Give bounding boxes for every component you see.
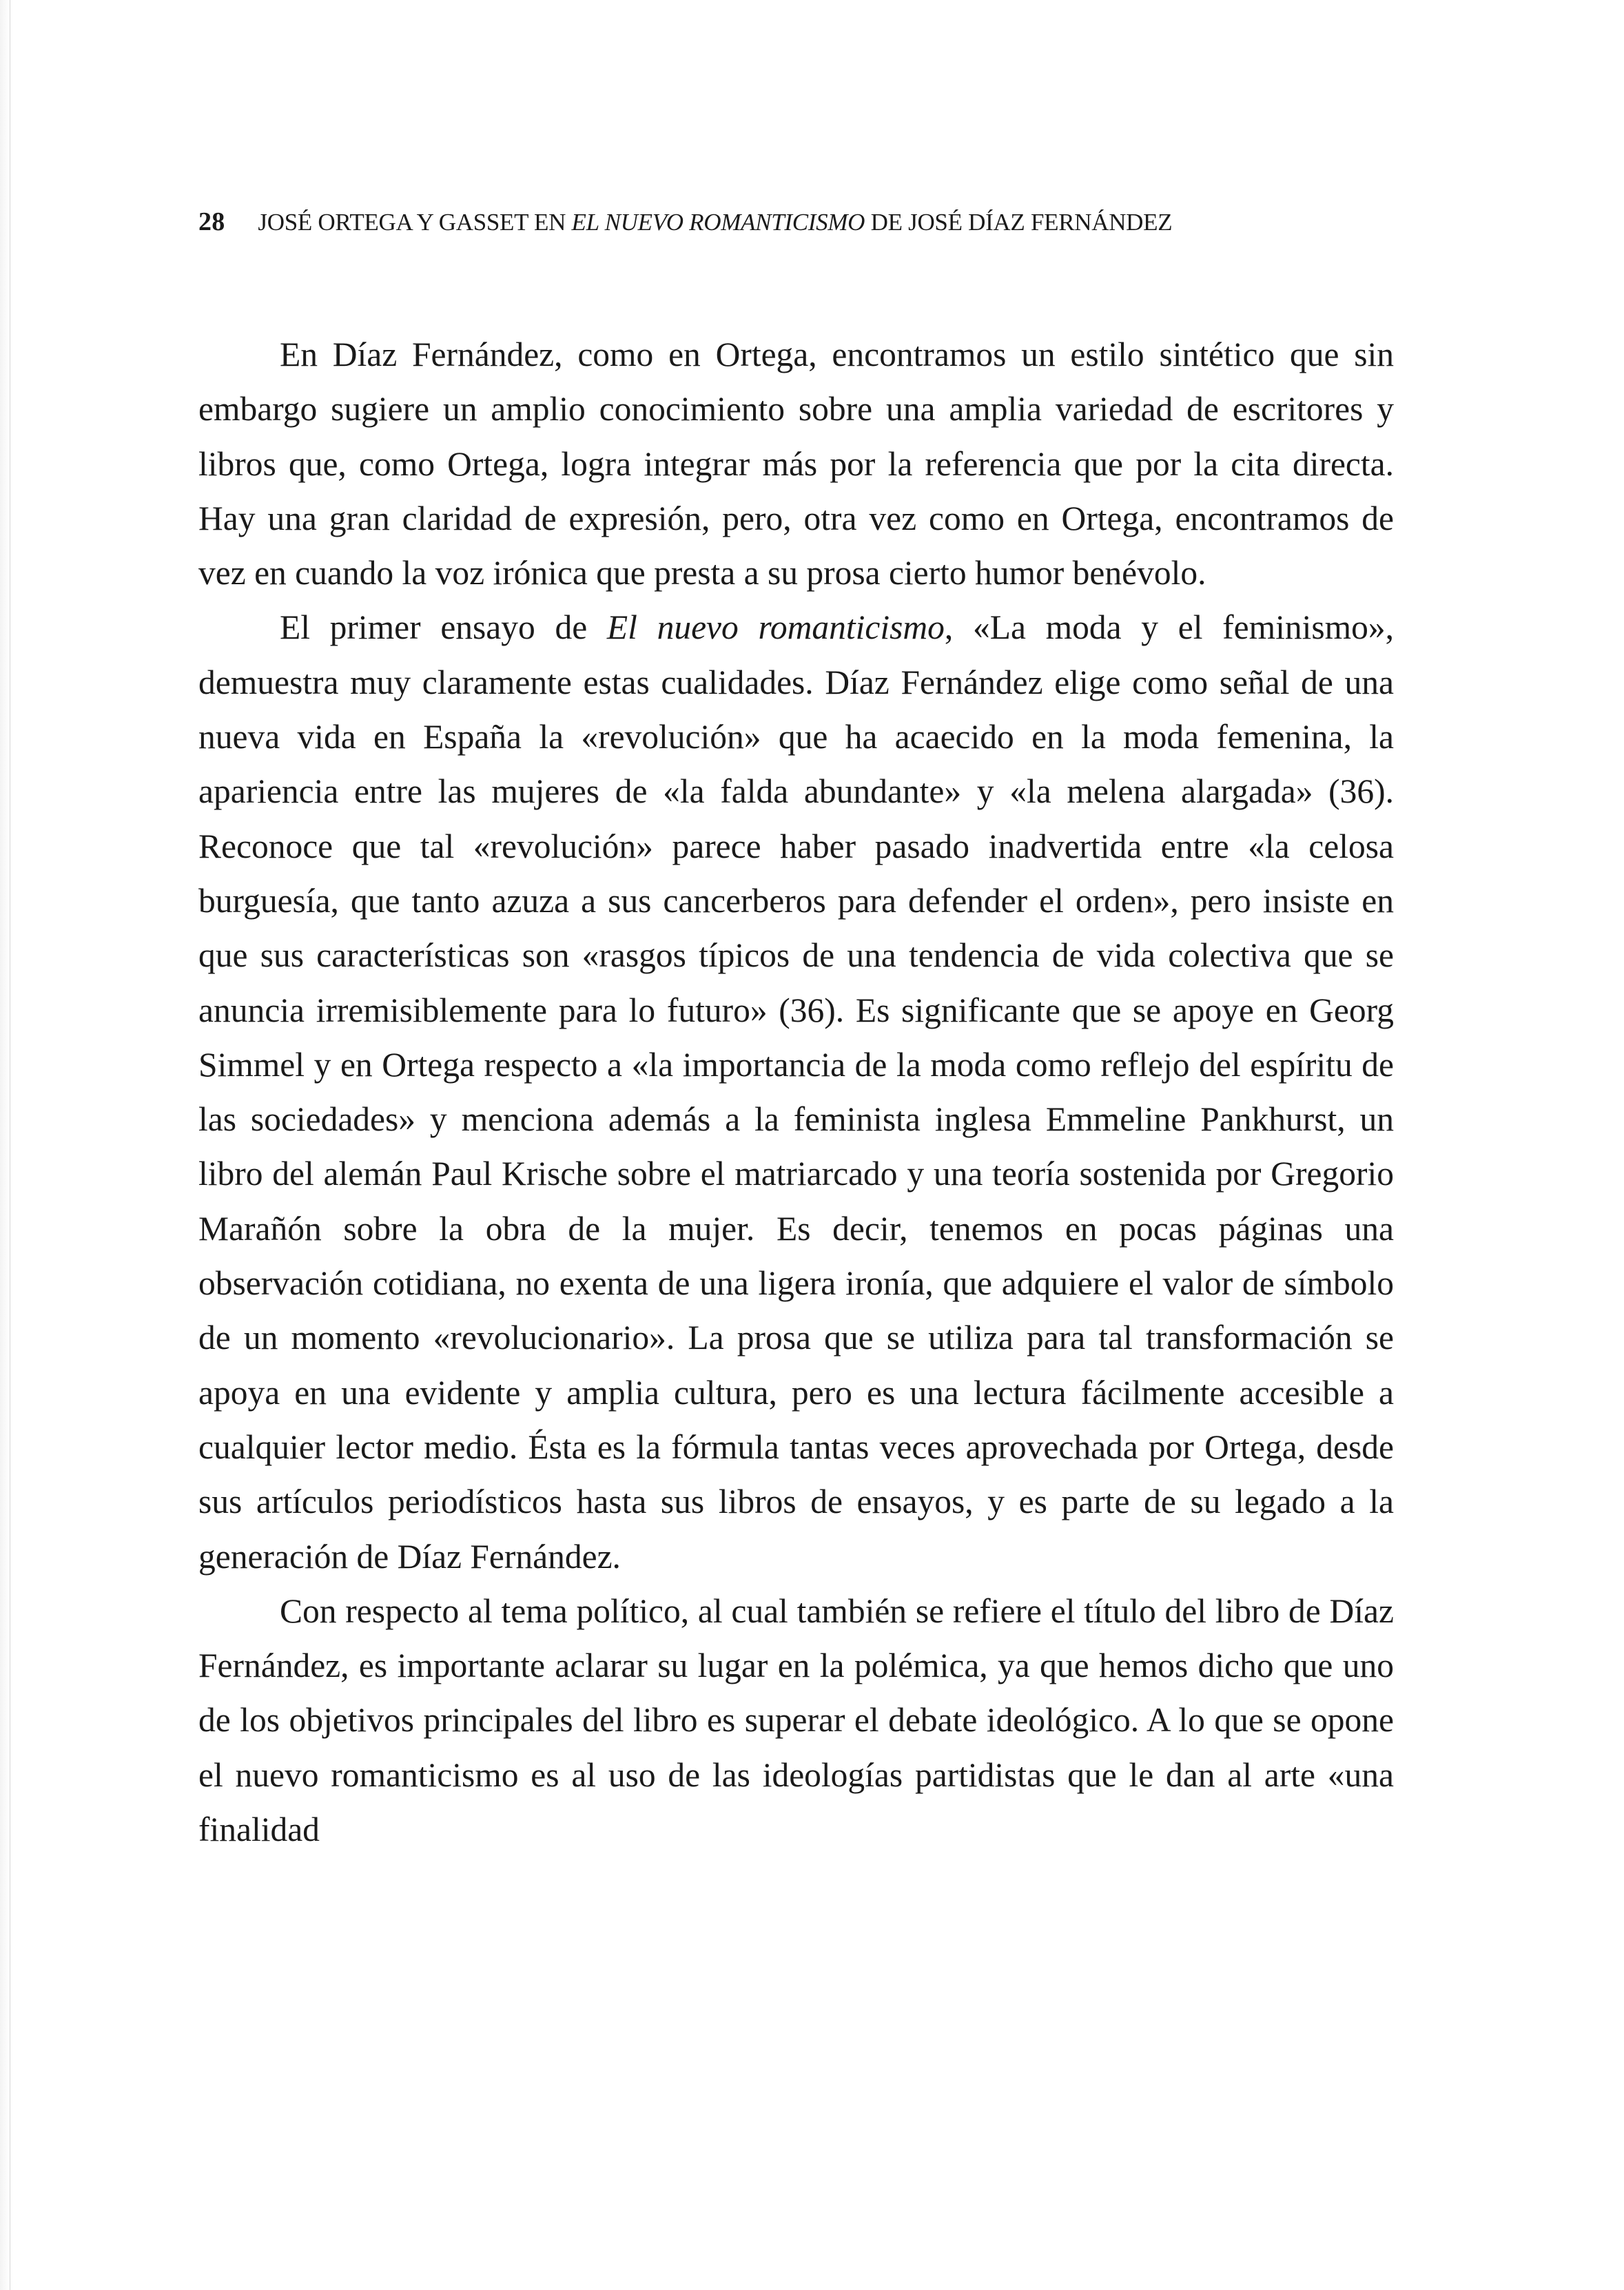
- paragraph-2: [198, 600, 1394, 1583]
- paragraph-3: Con respecto al tema político, al cual también se refiere el título del libro de Díaz Fernández, es importante aclarar su lugar en la polémica, ya que hemos dicho que uno de los objetivos principales del libro es superar el debate ideológico. A lo que se opone el nuevo romanticismo es al uso de las ideologías partidistas que le dan al arte «una finalidad: [198, 1591, 1394, 1849]
- running-head-book-title: EL NUEVO ROMANTICISMO: [571, 209, 865, 236]
- running-head-title: [258, 209, 1172, 236]
- paragraph-2-part-2: , «La moda y el feminismo», demuestra muy claramente estas cualidades. Díaz Fernández elige como señal de una nueva vida en España la «revolución» que ha acaecido en la moda femenina, la apariencia entre las mujeres de «la falda abundante» y «la melena alargada» (36). Reconoce que tal «revolución» parece haber pasado inadvertida entre «la celosa burguesía, que tanto azuza a sus cancerberos para defender el orden», pero insiste en que sus características son «rasgos típicos de una tendencia de vida colectiva que se anuncia irremisiblemente para lo futuro» (36). Es significante que se apoye en Georg Simmel y en Ortega respecto a «la importancia de la moda como reflejo del espíritu de las sociedades» y menciona además a la feminista inglesa Emmeline Pankhurst, un libro del alemán Paul Krische sobre el matriarcado y una teoría sostenida por Gregorio Marañón sobre la obra de la mujer. Es decir, tenemos en pocas páginas una observación cotidiana, no exenta de una ligera ironía, que adquiere el valor de símbolo de un momento «revolucionario». La prosa que se utiliza para tal transformación se apoya en una evidente y amplia cultura, pero es una lectura fácilmente accesible a cualquier lector medio. Ésta es la fórmula tantas veces aprovechada por Ortega, desde sus artículos periodísticos hasta sus libros de ensayos, y es parte de su legado a la generación de Díaz Fernández.: [198, 608, 1395, 1576]
- running-head-title-part-2: DE JOSÉ DÍAZ FERNÁNDEZ: [865, 209, 1173, 236]
- running-head-title-part-1: JOSÉ ORTEGA Y GASSET EN: [258, 209, 572, 236]
- book-page: [198, 207, 1394, 1857]
- scan-edge: [0, 0, 10, 2290]
- page-number: 28: [198, 207, 225, 236]
- paragraph-1: En Díaz Fernández, como en Ortega, encontramos un estilo sintético que sin embargo sugiere un amplio conocimiento sobre una amplia variedad de escritores y libros que, como Ortega, logra integrar más por la referencia que por la cita directa. Hay una gran claridad de expresión, pero, otra vez como en Ortega, encontramos de vez en cuando la voz irónica que presta a su prosa cierto humor benévolo.: [198, 336, 1394, 592]
- running-head: [198, 207, 1394, 248]
- paragraph-2-book-title: El nuevo romanticismo: [606, 608, 945, 647]
- body-text: [198, 327, 1394, 1857]
- paragraph-2-part-1: El primer ensayo de: [280, 608, 607, 647]
